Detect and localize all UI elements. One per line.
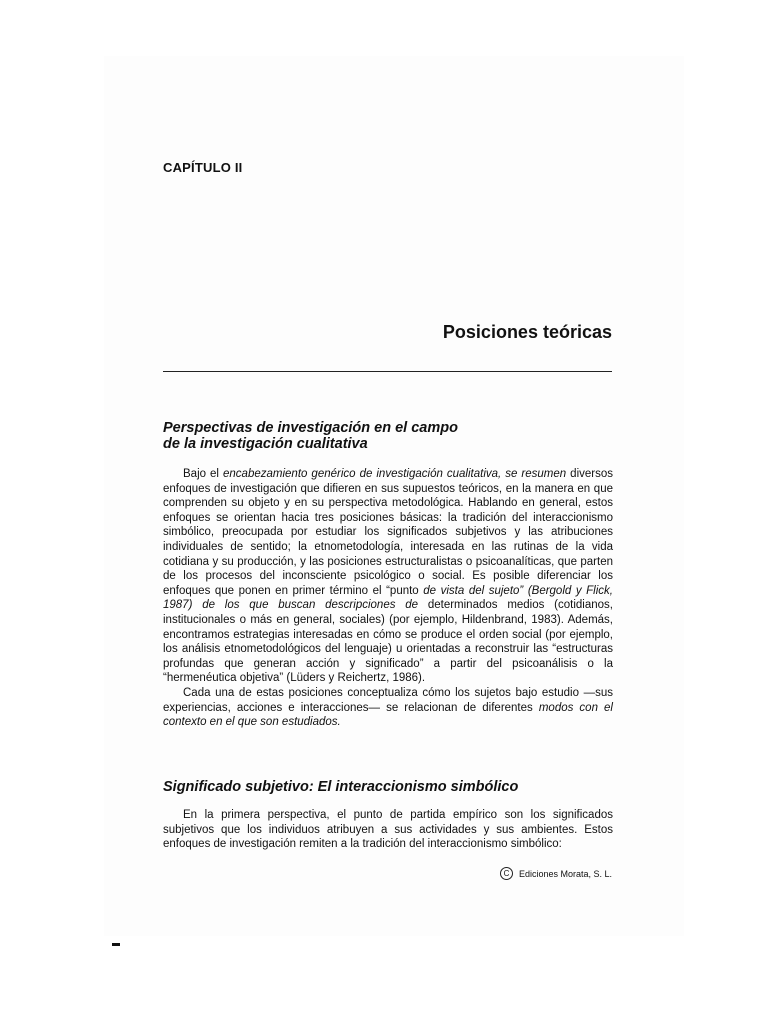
section-heading-significado: Significado subjetivo: El interaccionismo simbólico xyxy=(163,779,519,795)
paragraph-2-text-a: Cada una de estas posiciones conceptualiza cómo los sujetos bajo estudio —sus experiencias, acciones e interacciones— se relacionan de diferentes xyxy=(163,686,613,714)
chapter-title: Posiciones teóricas xyxy=(442,322,612,342)
paragraph-2 xyxy=(163,686,613,730)
paragraph-2-italic: modos con el contexto en el que son estudiados. xyxy=(163,701,613,729)
paragraph-1-text-b: diversos enfoques de investigación que difieren en sus supuestos teóricos, en la manera en que comprenden su objeto y en su perspectiva metodológica. Hablando en general, estos enfoques se orientan hacia tres posiciones básicas: la tradición del interaccionismo simbólico, preocupada por estudiar los significados subjetivos y las atribuciones individuales de sentido; la etnometodología, interesada en las rutinas de la vida cotidiana y su producción, y las posiciones estructuralistas o psicoanalíticas, que parten de los procesos del inconsciente psicológico o social. Es posible diferenciar los enfoques que ponen en primer término el “punto xyxy=(163,468,613,597)
page-footer xyxy=(500,867,612,880)
paragraph-3: En la primera perspectiva, el punto de partida empírico son los significados subjetivos que los individuos atribuyen a sus actividades y sus ambientes. Estos enfoques de investigación remiten a la tradición del interaccionismo simbólico: xyxy=(163,809,613,851)
section-heading-line-1: Perspectivas de investigación en el campo xyxy=(163,420,458,436)
section-heading-perspectivas xyxy=(163,420,613,452)
section-body-perspectivas xyxy=(163,467,613,730)
section-body-significado xyxy=(163,808,613,852)
publisher-name: Ediciones Morata, S. L. xyxy=(518,868,612,879)
chapter-label: CAPÍTULO II xyxy=(163,160,243,175)
margin-mark xyxy=(112,943,120,946)
paragraph-1-italic-a: encabezamiento genérico de investigación cualitativa, se resumen xyxy=(223,468,567,480)
section-heading-line-2: de la investigación cualitativa xyxy=(163,436,368,452)
paragraph-1-italic-b: de vista del sujeto” (Bergold y Flick, 1987) de los que buscan descripciones de xyxy=(163,584,613,612)
title-divider xyxy=(163,371,612,372)
paragraph-1-text-c: determinados medios (cotidianos, institucionales o más en general, sociales) (por ejemplo, Hildenbrand, 1983). Además, encontramos estrategias interesadas en cómo se produce el orden social (por ejemplo, los análisis etnometodológicos del lenguaje) u orientadas a reconstruir las “estructuras profundas que generan acción y significado” a partir del psicoanálisis o la “hermenéutica objetiva” (Lüders y Reichertz, 1986). xyxy=(163,599,613,685)
paragraph-1-text-a: Bajo el xyxy=(183,468,224,480)
paragraph-1 xyxy=(163,467,613,686)
copyright-icon: C xyxy=(500,867,513,880)
